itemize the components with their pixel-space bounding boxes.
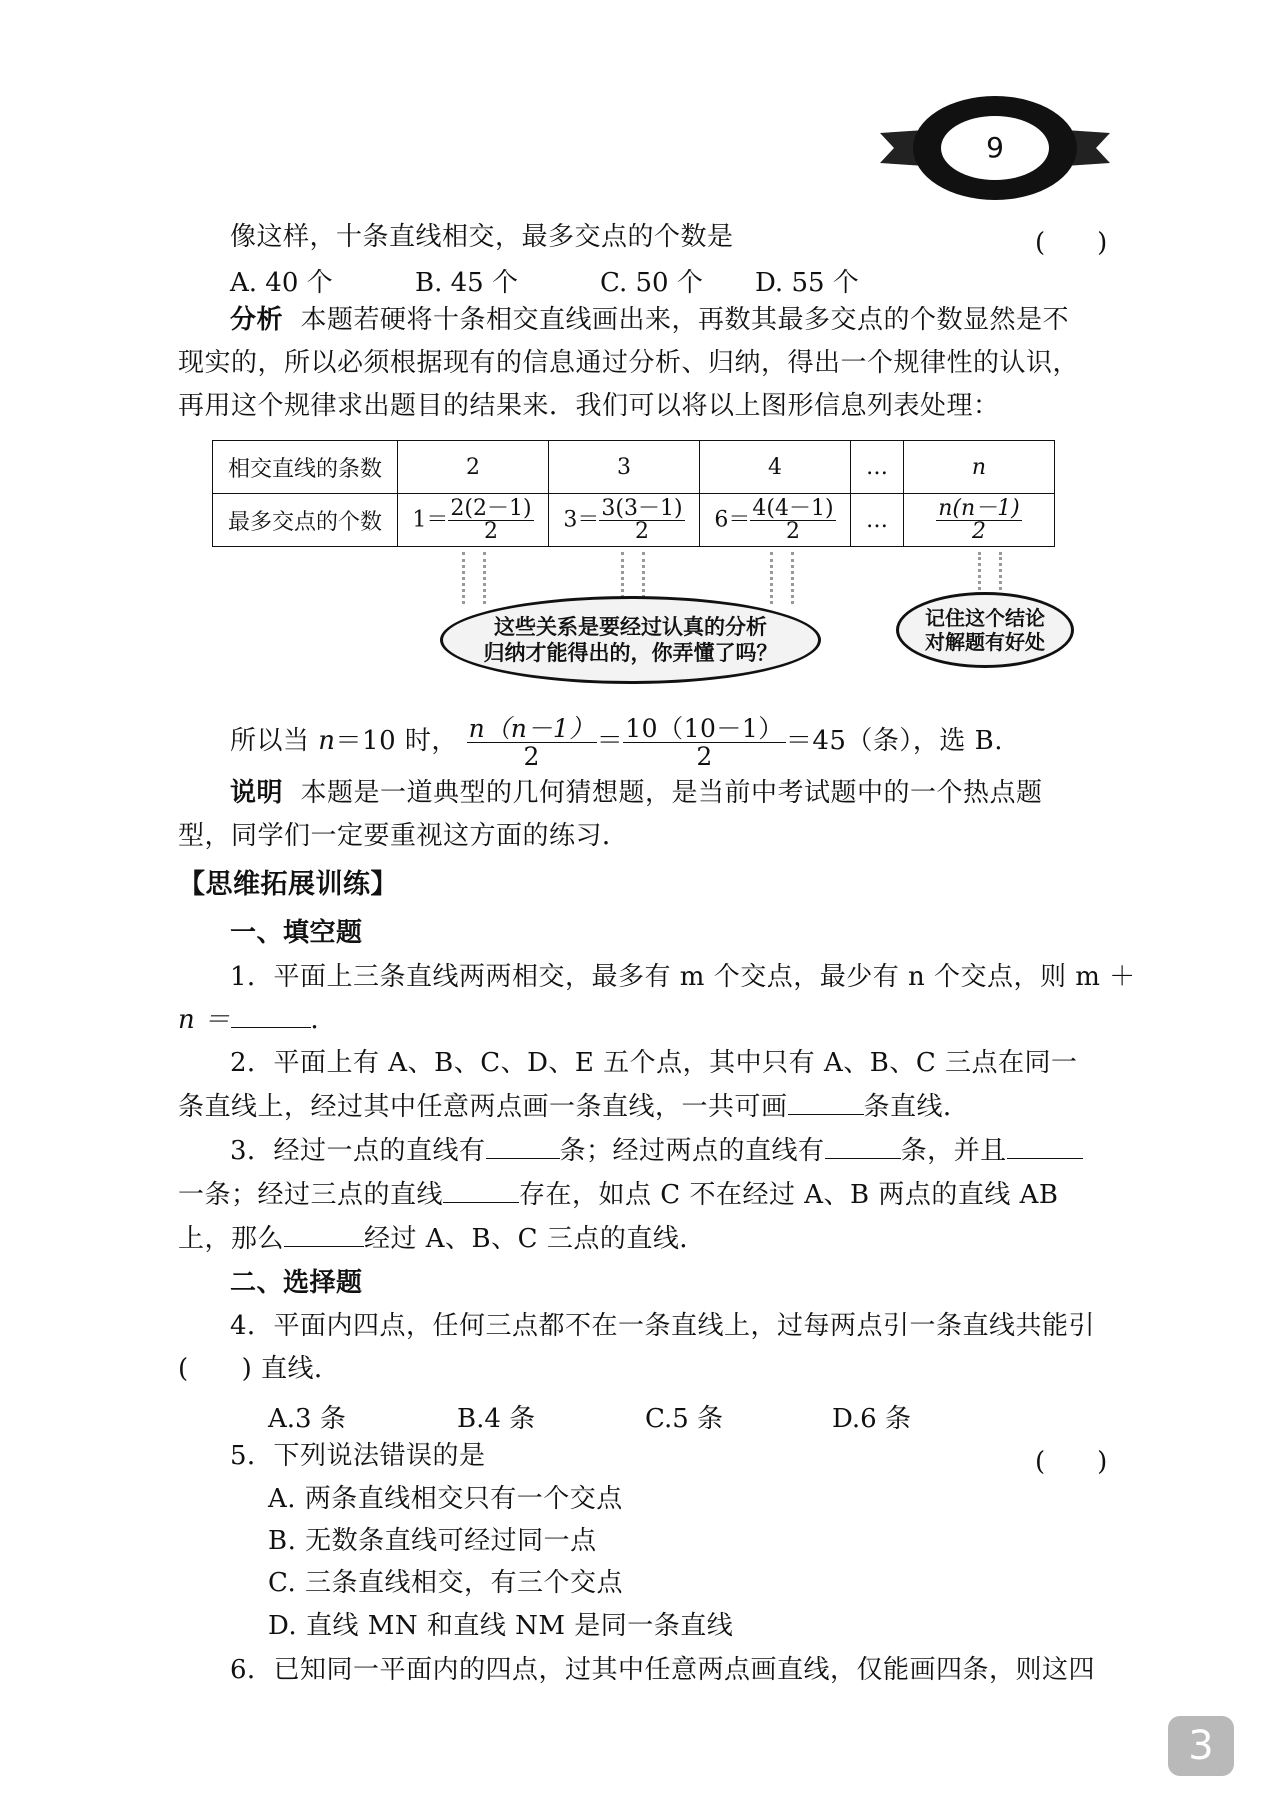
page-number: 9	[986, 131, 1004, 164]
fraction	[599, 495, 684, 544]
numerator: 4(4－1)	[752, 495, 834, 521]
cell-lhs: 6＝	[714, 507, 751, 532]
page-indicator-badge[interactable]: 3	[1168, 1716, 1234, 1776]
part-heading-2: 二、选择题	[230, 1268, 363, 1298]
page-number-badge	[880, 95, 1110, 205]
note-line-1	[230, 778, 1043, 808]
problem-2-line-2	[178, 1092, 970, 1122]
q4-option-d: D.6 条	[832, 1404, 911, 1434]
table-cell: 3	[549, 441, 700, 494]
fraction	[936, 495, 1022, 544]
answer-blank[interactable]	[231, 1005, 311, 1028]
bubble-text-1: 记住这个结论	[925, 606, 1045, 630]
analysis-line-2: 现实的，所以必须根据现有的信息通过分析、归纳，得出一个规律性的认识，	[178, 348, 1080, 378]
problem-3-line-1	[230, 1136, 1083, 1166]
numerator: 3(3－1)	[601, 495, 683, 521]
table-row	[213, 441, 1055, 494]
answer-eq: ＝10 时，	[335, 726, 458, 756]
text-span: 经过 A、B、C 三点的直线．	[364, 1224, 706, 1254]
note-text-1: 本题是一道典型的几何猜想题，是当前中考试题中的一个热点题	[300, 778, 1043, 808]
problem-1-line-2	[178, 1005, 337, 1035]
analysis-text-1: 本题若硬将十条相交直线画出来，再数其最多交点的个数显然是不	[300, 305, 1070, 335]
answer-blank[interactable]	[443, 1180, 519, 1203]
analysis-label: 分析	[230, 305, 284, 335]
bubble-text-2: 归纳才能得出的，你弄懂了吗？	[483, 641, 778, 665]
cell-lhs: 3＝	[563, 507, 600, 532]
numerator: 10（10－1）	[625, 713, 784, 743]
table-cell	[700, 494, 851, 547]
table-cell	[904, 494, 1055, 547]
question-4-line-1: 4．平面内四点，任何三点都不在一条直线上，过每两点引一条直线共能引	[230, 1311, 1096, 1341]
part-heading-1: 一、填空题	[230, 918, 363, 948]
section-title: 【思维拓展训练】	[178, 869, 398, 900]
bubble-connector	[462, 552, 486, 604]
analysis-line-3: 再用这个规律求出题目的结果来．我们可以将以上图形信息列表处理：	[178, 391, 1000, 421]
answer-paren: ( )	[1035, 228, 1108, 258]
denominator: 2	[696, 741, 713, 771]
cell-lhs: 1＝	[412, 507, 449, 532]
answer-blank[interactable]	[825, 1136, 901, 1159]
answer-blank[interactable]	[788, 1092, 864, 1115]
answer-blank[interactable]	[284, 1224, 364, 1247]
answer-paren: ( )	[1035, 1447, 1108, 1477]
text-span: 条直线上，经过其中任意两点画一条直线，一共可画	[178, 1092, 788, 1122]
text-span: 一条；经过三点的直线	[178, 1180, 444, 1210]
text-span: 存在，如点 C 不在经过 A、B 两点的直线 AB	[519, 1180, 1059, 1210]
q5-option-a: A. 两条直线相交只有一个交点	[268, 1484, 623, 1514]
bubble-connector	[770, 552, 794, 604]
text-span: 条；经过两点的直线有	[559, 1136, 825, 1166]
row2-header: 最多交点的个数	[213, 494, 398, 547]
table-cell: …	[851, 441, 904, 494]
table-cell	[398, 494, 549, 547]
q5-option-b: B. 无数条直线可经过同一点	[268, 1526, 597, 1556]
answer-suffix: ＝45（条），选 B.	[785, 726, 1004, 756]
q4-option-c: C.5 条	[645, 1404, 724, 1434]
problem-3-line-3	[178, 1224, 706, 1254]
answer-blank[interactable]	[1007, 1136, 1083, 1159]
problem-2-line-1: 2．平面上有 A、B、C、D、E 五个点，其中只有 A、B、C 三点在同一	[230, 1048, 1078, 1078]
answer-mid: ＝	[596, 726, 624, 756]
question-5: 5．下列说法错误的是	[230, 1441, 486, 1471]
denominator: 2	[483, 518, 498, 544]
option-b: B. 45 个	[415, 268, 518, 298]
fraction	[467, 715, 597, 770]
answer-blank[interactable]	[486, 1136, 560, 1159]
question-stem: 像这样，十条直线相交，最多交点的个数是	[230, 222, 734, 252]
numerator: 2(2－1)	[450, 495, 532, 521]
table-cell: …	[851, 494, 904, 547]
table-cell	[549, 494, 700, 547]
question-4-line-2: ( ) 直线．	[178, 1354, 341, 1384]
table-cell: 2	[398, 441, 549, 494]
option-d: D. 55 个	[755, 268, 859, 298]
q5-option-c: C. 三条直线相交，有三个交点	[268, 1568, 623, 1598]
numerator: n(n－1)	[938, 495, 1020, 521]
tip-bubble	[896, 592, 1074, 668]
question-6: 6．已知同一平面内的四点，过其中任意两点画直线，仅能画四条，则这四	[230, 1655, 1096, 1685]
info-table	[212, 440, 1055, 547]
text-span: 3．经过一点的直线有	[230, 1136, 486, 1166]
fraction	[623, 715, 786, 770]
denominator: 2	[785, 518, 800, 544]
problem-1-line-1: 1．平面上三条直线两两相交，最多有 m 个交点，最少有 n 个交点，则 m ＋	[230, 962, 1136, 992]
note-label: 说明	[230, 778, 284, 808]
text-span: 上，那么	[178, 1224, 285, 1254]
text-span: ．	[310, 1005, 338, 1035]
numerator: n（n－1）	[468, 713, 595, 743]
table-row	[213, 494, 1055, 547]
text-span: n ＝	[178, 1005, 231, 1035]
bubble-text-2: 对解题有好处	[925, 630, 1045, 654]
problem-3-line-2	[178, 1180, 1059, 1210]
answer-prefix: 所以当	[230, 726, 310, 756]
bubble-connector	[978, 552, 1002, 596]
note-line-2: 型，同学们一定要重视这方面的练习．	[178, 821, 629, 851]
q4-option-a: A.3 条	[268, 1404, 346, 1434]
answer-var: n	[318, 726, 336, 756]
q4-option-b: B.4 条	[457, 1404, 536, 1434]
fraction	[448, 495, 533, 544]
table-cell: 4	[700, 441, 851, 494]
table-cell: n	[904, 441, 1055, 494]
text-span: 条，并且	[900, 1136, 1007, 1166]
fraction	[750, 495, 835, 544]
denominator: 2	[634, 518, 649, 544]
denominator: 2	[523, 741, 540, 771]
q5-option-d: D. 直线 MN 和直线 NM 是同一条直线	[268, 1611, 734, 1641]
row1-header: 相交直线的条数	[213, 441, 398, 494]
option-c: C. 50 个	[600, 268, 703, 298]
analysis-line-1	[230, 305, 1069, 335]
option-a: A. 40 个	[230, 268, 333, 298]
denominator: 2	[971, 518, 986, 544]
hint-bubble	[440, 596, 821, 684]
answer-line	[230, 712, 1003, 770]
bubble-text-1: 这些关系是要经过认真的分析	[494, 615, 767, 639]
text-span: 条直线．	[863, 1092, 970, 1122]
